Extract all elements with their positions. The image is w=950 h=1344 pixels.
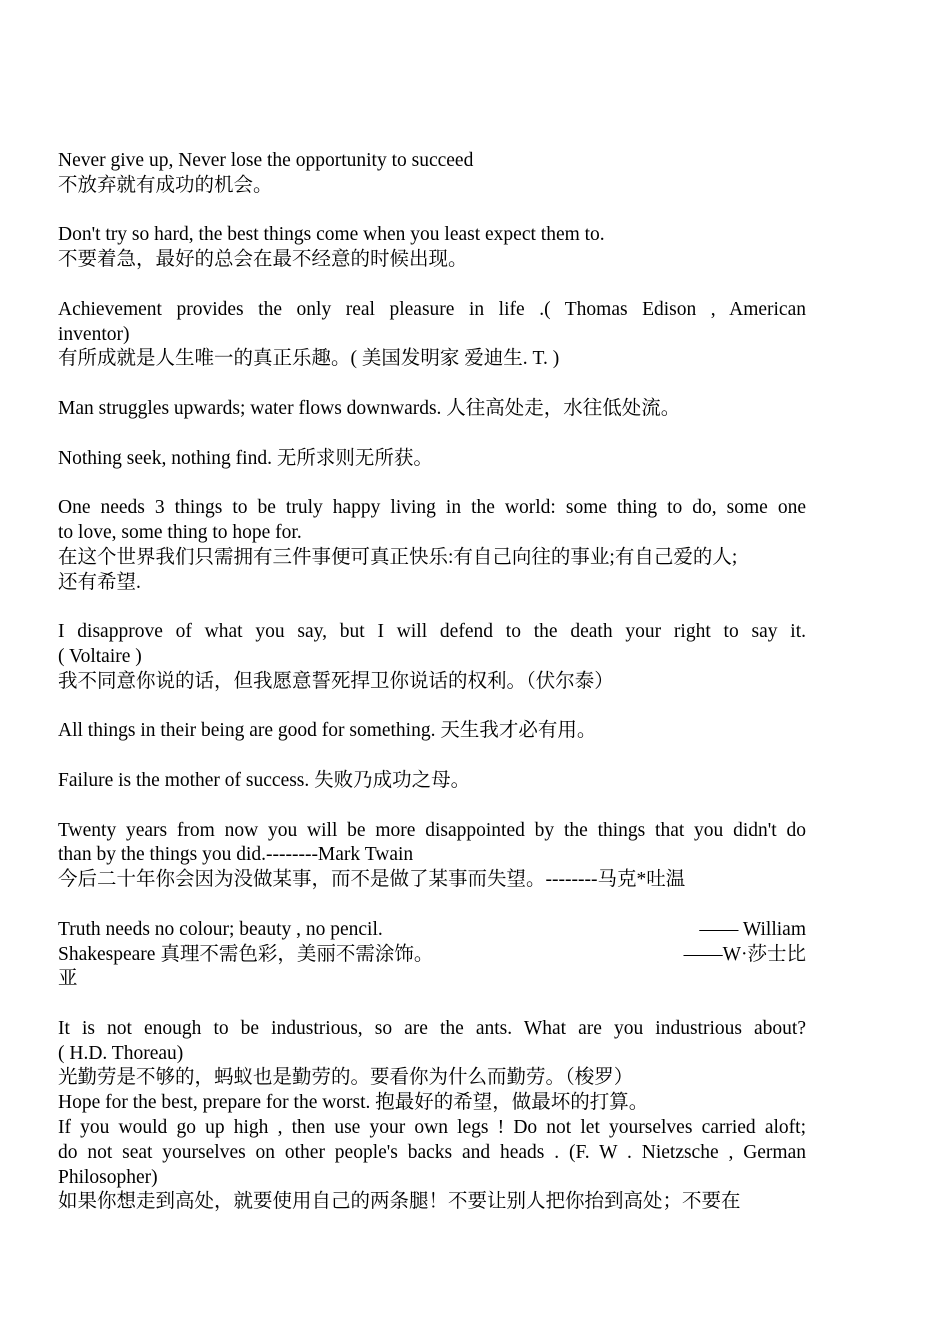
quote-10-english-line-1: Twenty years from now you will be more disappointed by the things that you didn't do	[58, 819, 806, 841]
paragraph-spacer	[58, 199, 806, 224]
quote-7-chinese: 我不同意你说的话，但我愿意誓死捍卫你说话的权利。（伏尔泰）	[58, 670, 614, 692]
document-page	[58, 149, 806, 1215]
quote-3-chinese: 有所成就是人生唯一的真正乐趣。( 美国发明家 爱迪生. T. )	[58, 348, 560, 370]
quote-6-english-line-1: One needs 3 things to be truly happy living in the world: some thing to do, some one	[58, 497, 806, 519]
paragraph-spacer	[58, 992, 806, 1017]
quote-13-bilingual: Hope for the best, prepare for the worst. 抱最好的希望，做最坏的打算。	[58, 1092, 649, 1114]
quote-6-english-line-2: to love, some thing to hope for.	[58, 521, 302, 543]
quote-14-english-line-1: If you would go up high , then use your own legs ! Do not let yourselves carried aloft;	[58, 1117, 806, 1139]
paragraph-spacer	[58, 695, 806, 720]
paragraph-spacer	[58, 273, 806, 298]
quote-11-line-1	[58, 918, 806, 943]
quote-1-english: Never give up, Never lose the opportunity to succeed	[58, 150, 474, 171]
quote-14-english-line-3: Philosopher)	[58, 1166, 158, 1188]
quote-12-english-line-2: ( H.D. Thoreau)	[58, 1042, 184, 1064]
quote-2-chinese: 不要着急，最好的总会在最不经意的时候出现。	[58, 249, 468, 271]
quote-12-chinese: 光勤劳是不够的，蚂蚁也是勤劳的。要看你为什么而勤劳。（梭罗）	[58, 1067, 634, 1089]
quote-3-english-line-2: inventor)	[58, 323, 130, 345]
quote-5-bilingual: Nothing seek, nothing find. 无所求则无所获。	[58, 447, 433, 469]
quote-3-english-line-1: Achievement provides the only real pleasure in life .( Thomas Edison , American	[58, 298, 806, 320]
quote-7-english-line-1: I disapprove of what you say, but I will defend to the death your right to say it.	[58, 621, 806, 643]
quote-7-english-line-2: ( Voltaire )	[58, 645, 142, 667]
quote-6-chinese-line-1: 在这个世界我们只需拥有三件事便可真正快乐:有自己向往的事业;有自己爱的人;	[58, 546, 738, 568]
quote-11-line-2-text: Shakespeare 真理不需色彩，美丽不需涂饰。	[58, 943, 434, 965]
quote-8-bilingual: All things in their being are good for something. 天生我才必有用。	[58, 720, 597, 742]
quote-14-english-line-2: do not seat yourselves on other people's backs and heads . (F. W . Nietzsche , German	[58, 1141, 806, 1163]
paragraph-spacer	[58, 794, 806, 819]
quote-11-line-1-attribution: —— William	[699, 918, 806, 940]
quote-1-chinese: 不放弃就有成功的机会。	[58, 174, 273, 196]
quote-4-bilingual: Man struggles upwards; water flows downwards. 人往高处走，水往低处流。	[58, 397, 681, 419]
quote-11-line-3: 亚	[58, 968, 78, 990]
quote-12-english-line-1: It is not enough to be industrious, so are the ants. What are you industrious about?	[58, 1017, 806, 1039]
paragraph-spacer	[58, 372, 806, 397]
paragraph-spacer	[58, 595, 806, 620]
quote-11-line-2-attribution: ——W·莎士比	[683, 943, 806, 965]
paragraph-spacer	[58, 471, 806, 496]
quote-14-chinese: 如果你想走到高处，就要使用自己的两条腿！不要让别人把你抬到高处；不要在	[58, 1191, 741, 1213]
paragraph-spacer	[58, 422, 806, 447]
quote-11-line-2	[58, 943, 806, 968]
quote-11-line-1-text: Truth needs no colour; beauty , no pencil.	[58, 918, 383, 940]
quote-9-bilingual: Failure is the mother of success. 失败乃成功之母。	[58, 769, 471, 791]
quote-2-english: Don't try so hard, the best things come when you least expect them to.	[58, 224, 605, 246]
paragraph-spacer	[58, 744, 806, 769]
quote-10-chinese: 今后二十年你会因为没做某事，而不是做了某事而失望。--------马克*吐温	[58, 869, 686, 891]
quote-6-chinese-line-2: 还有希望.	[58, 571, 141, 593]
quote-10-english-line-2: than by the things you did.--------Mark Twain	[58, 844, 414, 866]
paragraph-spacer	[58, 893, 806, 918]
